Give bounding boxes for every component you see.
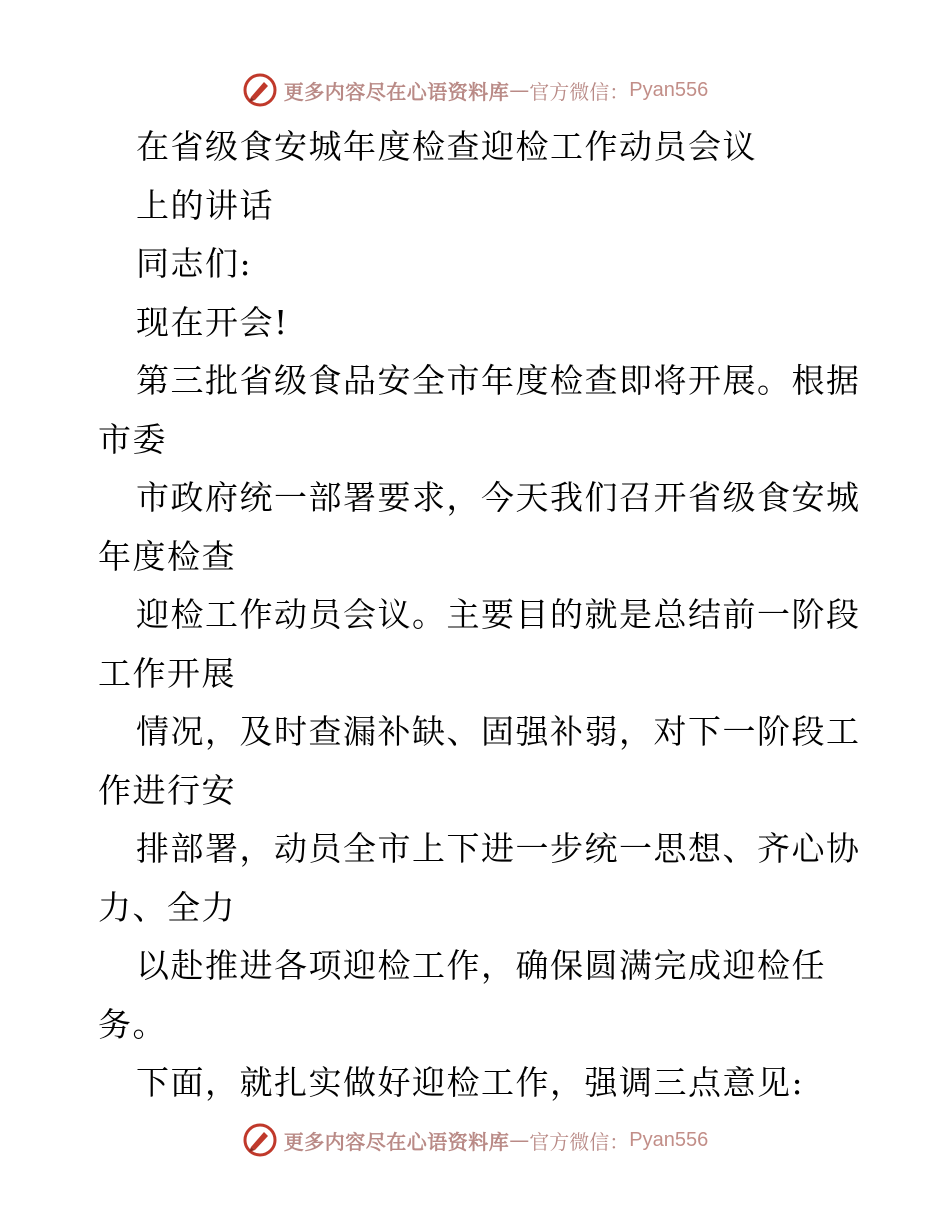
text-line: 第三批省级食品安全市年度检查即将开展。根据 bbox=[136, 361, 861, 400]
text-line: 工作开展 bbox=[98, 653, 236, 693]
pen-circle-logo-icon bbox=[242, 1122, 278, 1158]
text-line: 在省级食安城年度检查迎检工作动员会议 bbox=[136, 127, 757, 166]
text-line: 现在开会! bbox=[136, 302, 289, 342]
header-watermark bbox=[0, 70, 950, 110]
pen-circle-logo-icon bbox=[242, 72, 278, 108]
watermark-sub-text: 官方微信： bbox=[529, 1129, 630, 1154]
watermark-wechat-id: Pyan556 bbox=[629, 78, 709, 101]
text-line: 作进行安 bbox=[98, 770, 236, 810]
text-line: 市政府统一部署要求，今天我们召开省级食安城 bbox=[136, 478, 861, 517]
text-line: 下面，就扎实做好迎检工作，强调三点意见: bbox=[136, 1063, 805, 1102]
watermark-sub-text: 官方微信： bbox=[529, 79, 630, 104]
speech-body bbox=[98, 118, 861, 1113]
footer-watermark bbox=[0, 1120, 950, 1160]
text-line: 力、全力 bbox=[98, 887, 236, 927]
text-line: 上的讲话 bbox=[136, 185, 274, 225]
watermark-separator: — bbox=[509, 78, 530, 102]
text-line: 排部署，动员全市上下进一步统一思想、齐心协 bbox=[136, 829, 861, 868]
text-line: 以赴推进各项迎检工作，确保圆满完成迎检任 bbox=[136, 946, 826, 985]
watermark-separator: — bbox=[509, 1128, 530, 1152]
text-line: 情况，及时查漏补缺、固强补弱，对下一阶段工 bbox=[136, 712, 861, 751]
text-line: 务。 bbox=[98, 1004, 167, 1044]
watermark-main-text: 更多内容尽在心语资料库 bbox=[283, 1129, 510, 1154]
watermark-main-text: 更多内容尽在心语资料库 bbox=[283, 79, 510, 104]
watermark-wechat-id: Pyan556 bbox=[629, 1128, 709, 1151]
text-line: 年度检查 bbox=[98, 536, 236, 576]
text-line: 迎检工作动员会议。主要目的就是总结前一阶段 bbox=[136, 595, 861, 634]
text-line: 市委 bbox=[98, 419, 167, 459]
text-line: 同志们: bbox=[136, 244, 253, 283]
